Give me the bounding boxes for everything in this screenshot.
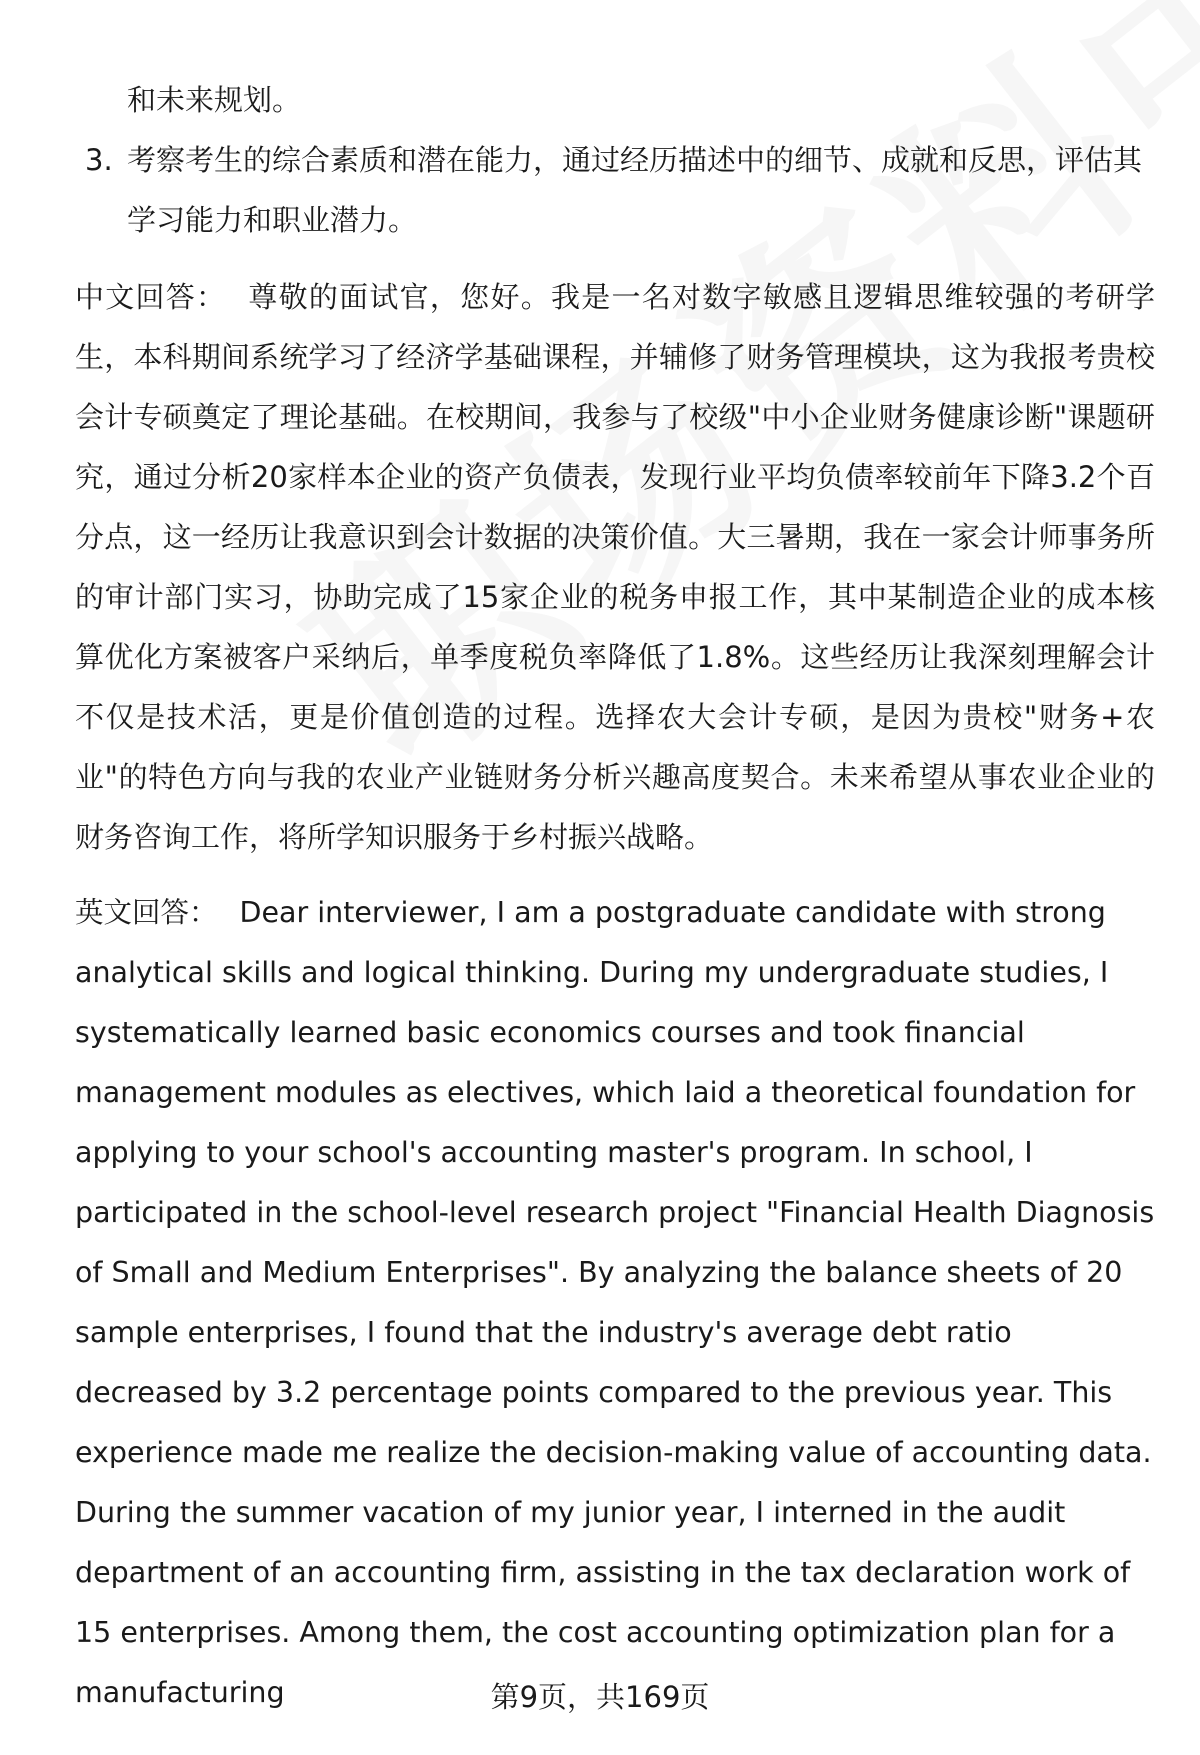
chinese-answer-text: 尊敬的面试官，您好。我是一名对数字敏感且逻辑思维较强的考研学生，本科期间系统学习了经济学基础课程，并辅修了财务管理模块，这为我报考贵校会计专硕奠定了理论基础。在校期间，我参与了校级"中小企业财务健康诊断"课题研究，通过分析20家样本企业的资产负债表，发现行业平均负债率较前年下降3.2个百分点，这一经历让我意识到会计数据的决策价值。大三暑期，我在一家会计师事务所的审计部门实习，协助完成了15家企业的税务申报工作，其中某制造企业的成本核算优化方案被客户采纳后，单季度税负率降低了1.8%。这些经历让我深刻理解会计不仅是技术活，更是价值创造的过程。选择农大会计专硕，是因为贵校"财务+农业"的特色方向与我的农业产业链财务分析兴趣高度契合。未来希望从事农业企业的财务咨询工作，将所学知识服务于乡村振兴战略。 [75, 280, 1155, 854]
list-item [75, 130, 1155, 250]
chinese-answer-label: 中文回答： [75, 280, 227, 314]
english-answer-text: Dear interviewer, I am a postgraduate candidate with strong analytical skills and logical thinking. During my undergraduate studies, I systematically learned basic economics courses and took financial management modules as electives, which laid a theoretical foundation for applying to your school's accounting master's program. In school, I participated in the school-level research project "Financial Health Diagnosis of Small and Medium Enterprises". By analyzing the balance sheets of 20 sample enterprises, I found that the industry's average debt ratio decreased by 3.2 percentage points compared to the previous year. This experience made me realize the decision-making value of accounting data. During the summer vacation of my junior year, I interned in the audit department of an accounting firm, assisting in the tax declaration work of 15 enterprises. Among them, the cost accounting optimization plan for a manufacturing [75, 896, 1155, 1709]
list-item-text: 考察考生的综合素质和潜在能力，通过经历描述中的细节、成就和反思，评估其学习能力和职业潜力。 [127, 143, 1143, 237]
page-number-footer: 第9页，共169页 [490, 1680, 710, 1714]
list-item-continuation: 和未来规划。 [127, 83, 302, 117]
list-item-number: 3. [85, 143, 113, 177]
chinese-answer-paragraph [75, 267, 1155, 867]
english-answer-label: 英文回答： [75, 896, 218, 929]
document-body [75, 70, 1155, 1723]
english-answer-paragraph [75, 883, 1155, 1723]
